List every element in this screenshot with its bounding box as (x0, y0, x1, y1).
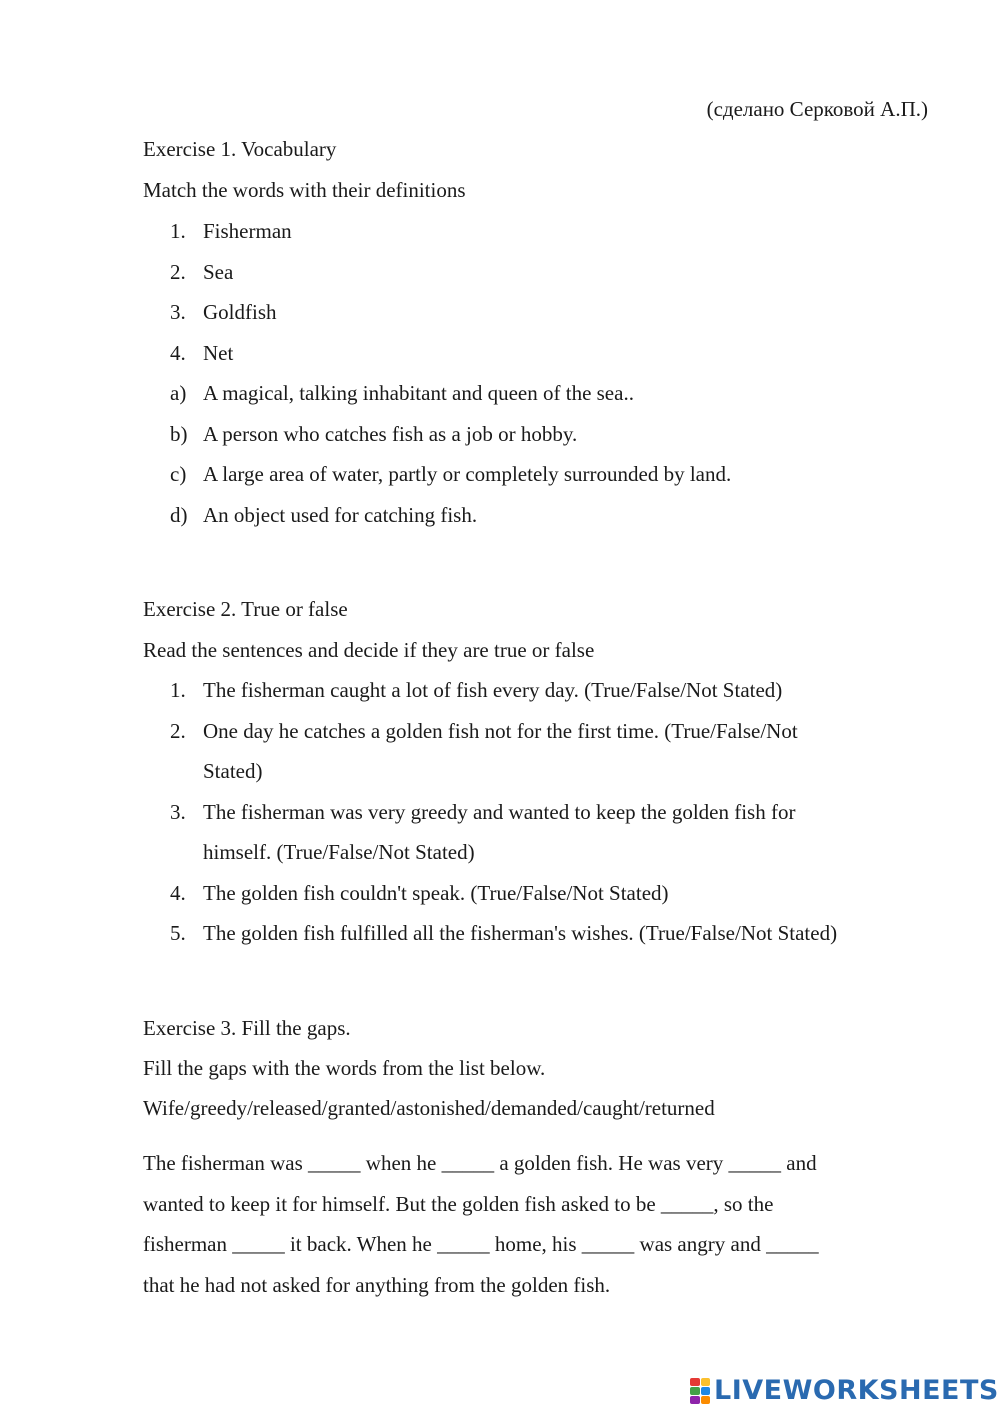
statement-number: 4. (170, 880, 186, 905)
word-list: Wife/greedy/released/granted/astonished/demanded/caught/returned (143, 1096, 715, 1120)
statement-number: 5. (170, 921, 186, 945)
vocabulary-word-text: Sea (203, 259, 234, 284)
statement-text: Stated) (203, 759, 263, 783)
definition-number: c) (170, 462, 187, 486)
definition-number: b) (170, 421, 188, 446)
exercise-2-title: Exercise 2. True or false (143, 597, 348, 621)
statement-number: 1. (170, 678, 186, 702)
logo-square (690, 1396, 700, 1404)
exercise-1-instruction: Match the words with their definitions (143, 178, 466, 202)
definition-text: A person who catches fish as a job or hobby. (203, 421, 578, 446)
statement-text: The fisherman caught a lot of fish every day. (True/False/Not Stated) (203, 678, 783, 702)
vocabulary-word-number: 1. (170, 219, 186, 243)
vocabulary-word-number: 2. (170, 259, 186, 284)
definition-text: A magical, talking inhabitant and queen of the sea.. (203, 381, 634, 405)
logo-square (701, 1396, 711, 1404)
vocabulary-word-number: 4. (170, 340, 186, 365)
logo-square (701, 1387, 711, 1395)
statement-text: The golden fish fulfilled all the fisherman's wishes. (True/False/Not Stated) (203, 921, 838, 945)
gap-fill-line: wanted to keep it for himself. But the golden fish asked to be _____, so the (143, 1191, 774, 1216)
exercise-2-instruction: Read the sentences and decide if they are true or false (143, 638, 595, 662)
logo-square (701, 1378, 711, 1386)
gap-fill-line: that he had not asked for anything from the golden fish. (143, 1272, 611, 1297)
vocabulary-word-text: Fisherman (203, 219, 292, 243)
statement-text: The fisherman was very greedy and wanted to keep the golden fish for (203, 799, 796, 824)
exercise-1-title: Exercise 1. Vocabulary (143, 137, 337, 161)
definition-text: An object used for catching fish. (203, 502, 478, 527)
liveworksheets-logo (690, 1375, 999, 1406)
liveworksheets-logo-icon (690, 1378, 710, 1404)
gap-fill-line: fisherman _____ it back. When he _____ home, his _____ was angry and _____ (143, 1232, 819, 1256)
vocabulary-word-text: Net (203, 340, 234, 365)
author-credit: (сделано Серковой А.П.) (706, 97, 928, 121)
gap-fill-line: The fisherman was _____ when he _____ a golden fish. He was very _____ and (143, 1151, 817, 1175)
logo-text: LIVEWORKSHEETS (714, 1375, 999, 1406)
statement-text: The golden fish couldn't speak. (True/False/Not Stated) (203, 880, 669, 905)
exercise-3-title: Exercise 3. Fill the gaps. (143, 1016, 351, 1040)
exercise-3-instruction: Fill the gaps with the words from the list below. (143, 1056, 546, 1080)
logo-square (690, 1387, 700, 1395)
vocabulary-word-text: Goldfish (203, 300, 277, 324)
statement-text: himself. (True/False/Not Stated) (203, 840, 475, 864)
vocabulary-word-number: 3. (170, 300, 186, 324)
statement-number: 2. (170, 718, 186, 743)
definition-text: A large area of water, partly or completely surrounded by land. (203, 462, 732, 486)
logo-square (690, 1378, 700, 1386)
definition-number: d) (170, 502, 188, 527)
definition-number: a) (170, 381, 187, 405)
statement-number: 3. (170, 799, 186, 824)
statement-text: One day he catches a golden fish not for the first time. (True/False/Not (203, 718, 798, 743)
